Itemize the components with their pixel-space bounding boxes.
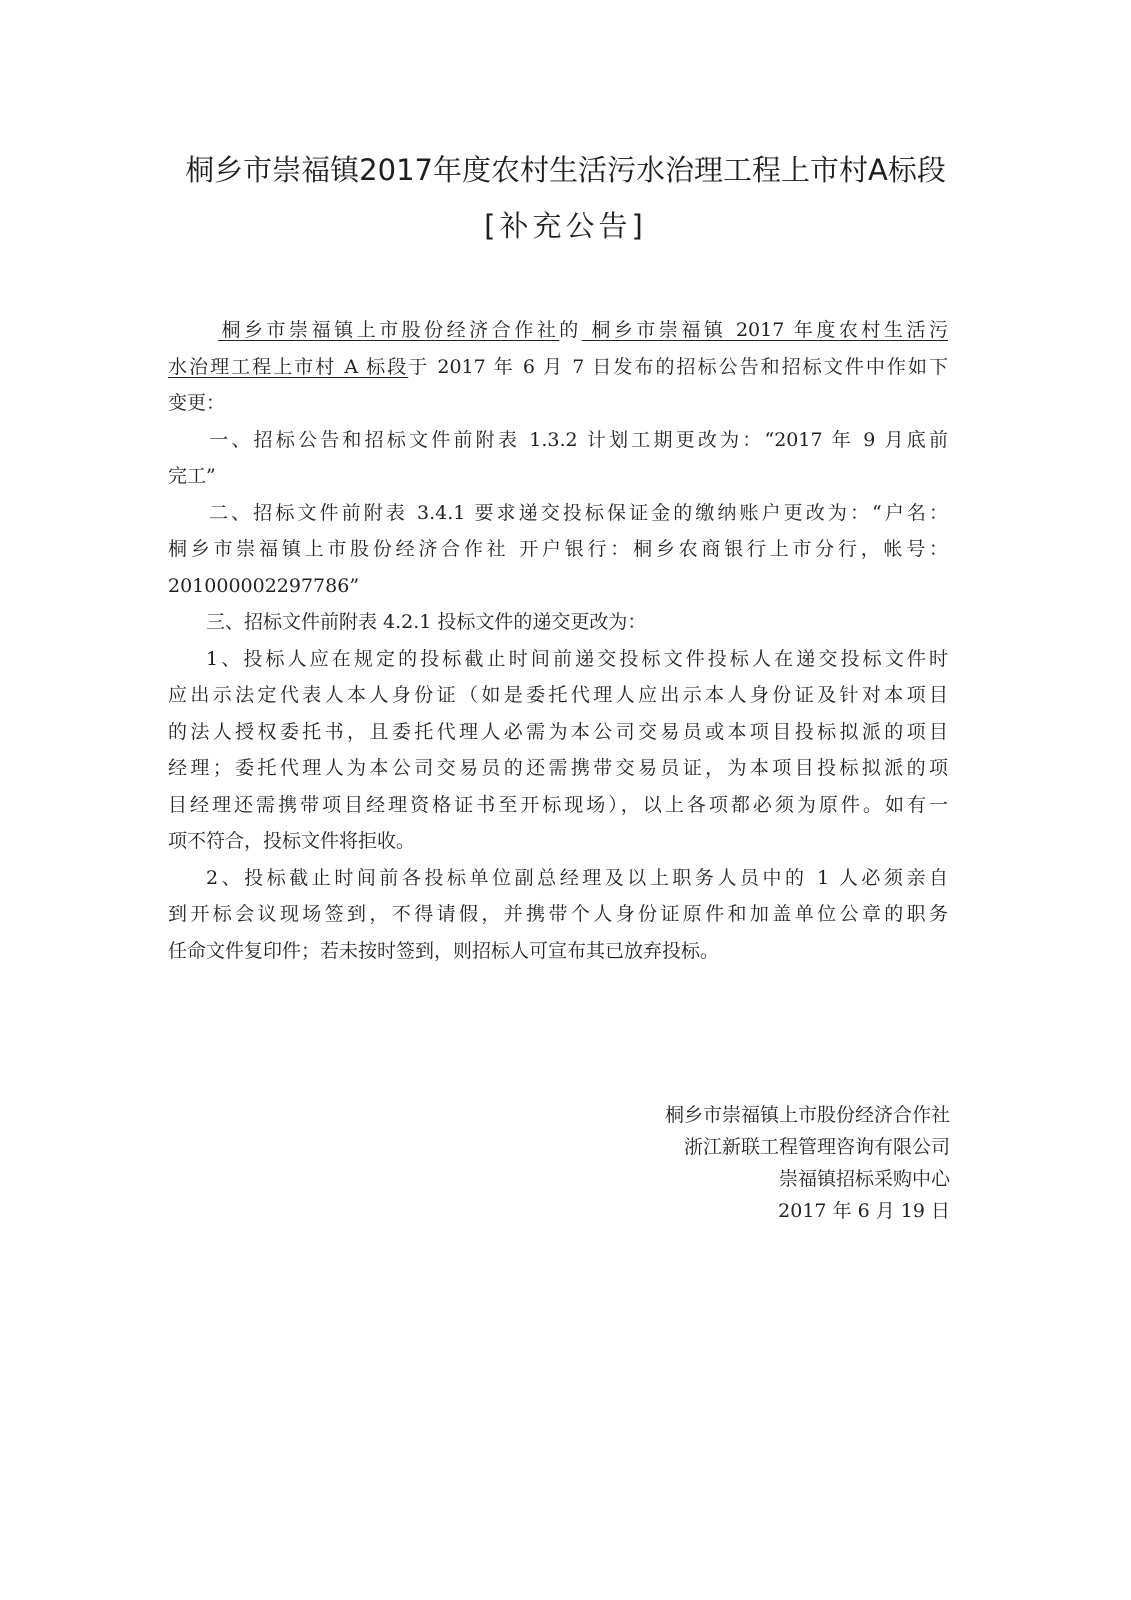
project-name-part2: 水治理工程上市村 A 标段 [168, 355, 409, 378]
sub1-line-2: 应出示法定代表人本人身份证（如是委托代理人应出示本人身份证及针对本项目 [168, 684, 948, 706]
intro-line-1: 桐乡市崇福镇上市股份经济合作社的 桐乡市崇福镇 2017 年度农村生活污 [218, 319, 948, 341]
item2-line-3: 201000002297786” [168, 574, 360, 597]
signature-org-1: 桐乡市崇福镇上市股份经济合作社 [664, 1104, 950, 1126]
sub1-line-5: 目经理还需携带项目经理资格证书至开标现场），以上各项都必须为原件。如有一 [168, 793, 948, 816]
intro-line-2: 水治理工程上市村 A 标段于 2017 年 6 月 7 日发布的招标公告和招标文件中作如下 [168, 355, 948, 378]
sub2-line-2: 到开标会议现场签到，不得请假，并携带个人身份证原件和加盖单位公章的职务 [168, 903, 948, 925]
item1-line-2: 完工” [168, 465, 216, 487]
document-subtitle: [补充公告] [484, 209, 647, 243]
sub1-line-1: 1、投标人应在规定的投标截止时间前递交投标文件投标人在递交投标文件时 [206, 647, 948, 670]
signature-date: 2017 年 6 月 19 日 [778, 1200, 950, 1222]
item3-line-1: 三、招标文件前附表 4.2.1 投标文件的递交更改为： [206, 611, 647, 633]
item2-line-1: 二、招标文件前附表 3.4.1 要求递交投标保证金的缴纳账户更改为：“户名： [206, 501, 948, 524]
item2-line-2: 桐乡市崇福镇上市股份经济合作社 开户银行：桐乡农商银行上市分行，帐号： [168, 538, 948, 560]
sub1-line-4: 经理；委托代理人为本公司交易员的还需携带交易员证，为本项目投标拟派的项 [168, 757, 948, 779]
document-title: 桐乡市崇福镇2017年度农村生活污水治理工程上市村A标段 [185, 153, 946, 187]
sub2-line-1: 2、投标截止时间前各投标单位副总经理及以上职务人员中的 1 人必须亲自 [206, 866, 948, 889]
sub1-line-6: 项不符合，投标文件将拒收。 [168, 830, 416, 852]
intro-line-3: 变更： [168, 392, 226, 414]
tenderer-name: 桐乡市崇福镇上市股份经济合作社 [218, 319, 560, 341]
project-name-part1: 桐乡市崇福镇 2017 年度农村生活污 [581, 319, 948, 341]
signature-org-3: 崇福镇招标采购中心 [778, 1168, 950, 1190]
item1-line-1: 一、招标公告和招标文件前附表 1.3.2 计划工期更改为：“2017 年 9 月底前 [206, 428, 948, 451]
signature-org-2: 浙江新联工程管理咨询有限公司 [683, 1136, 950, 1158]
sub2-line-3: 任命文件复印件；若未按时签到，则招标人可宣布其已放弃投标。 [168, 939, 720, 962]
sub1-line-3: 的法人授权委托书，且委托代理人必需为本公司交易员或本项目投标拟派的项目 [168, 720, 948, 743]
